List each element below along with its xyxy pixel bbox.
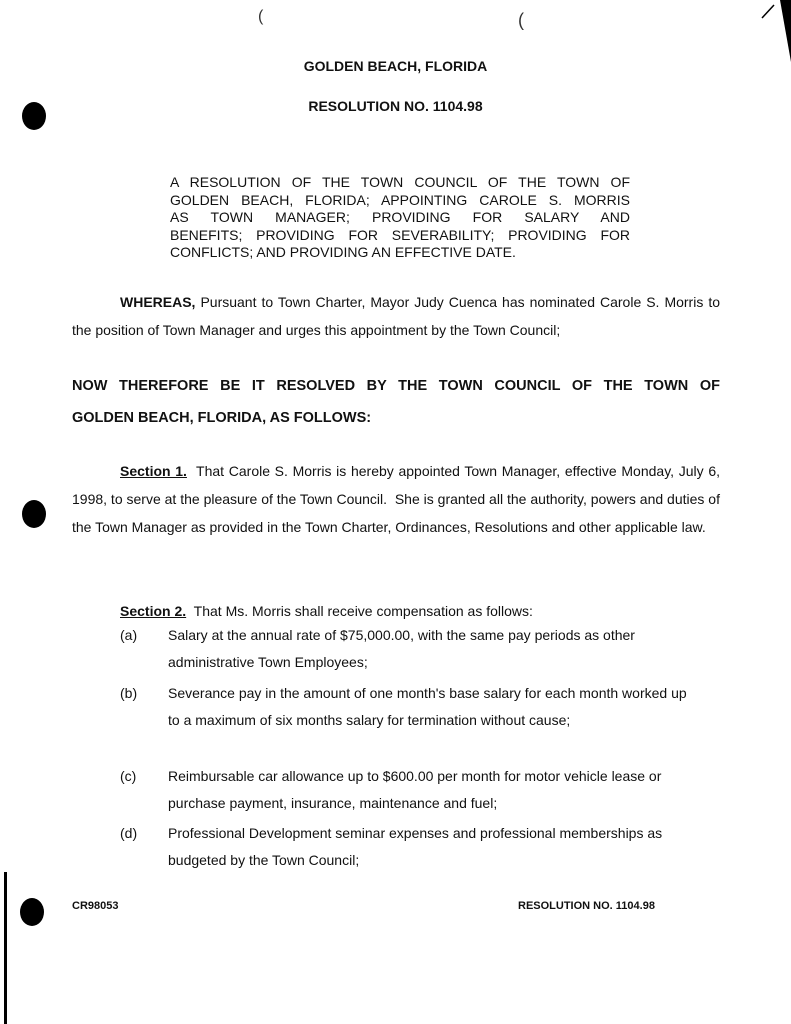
whereas-label: WHEREAS, (120, 294, 196, 310)
scan-edge-bar (4, 872, 7, 1024)
scan-speck: ( (518, 10, 524, 30)
list-marker: (a) (120, 627, 138, 643)
title-line: A RESOLUTION OF THE TOWN COUNCIL OF THE TOWN OF (170, 174, 630, 190)
title-line: BENEFITS; PROVIDING FOR SEVERABILITY; PROVIDING FOR (170, 226, 630, 243)
whereas-text: Pursuant to Town Charter, Mayor Judy Cuenca has nominated Carole S. Morris to the position of Town Manager and urges this appointment by the Town Council; (72, 294, 720, 338)
list-marker: (c) (120, 768, 137, 784)
list-text: Severance pay in the amount of one month's base salary for each month worked up to a maximum of six months salary for termination without cause; (168, 685, 687, 728)
resolution-title-block (170, 174, 630, 262)
resolution-number-heading: RESOLUTION NO. 1104.98 (308, 98, 483, 114)
list-marker: (b) (120, 685, 138, 701)
title-line: CONFLICTS; AND PROVIDING AN EFFECTIVE DATE. (170, 244, 516, 260)
resolved-line-1: NOW THEREFORE BE IT RESOLVED BY THE TOWN COUNCIL OF THE TOWN OF (72, 378, 720, 394)
list-text: Reimbursable car allowance up to $600.00 per month for motor vehicle lease or purchase payment, insurance, maintenance and fuel; (168, 768, 662, 811)
punch-hole-middle (22, 500, 46, 528)
list-item (120, 622, 680, 676)
section-1-text: That Carole S. Morris is hereby appointed Town Manager, effective Monday, July 6, 1998, to serve at the pleasure of the Town Council. She is granted all the authority, powers and duties of the Town Manager as provided in the Town Charter, Ordinances, Resolutions and other applicable law. (72, 463, 724, 535)
list-item (120, 820, 680, 874)
list-item (120, 763, 680, 817)
section-2-label: Section 2. (120, 603, 187, 619)
list-text: Professional Development seminar expenses and professional memberships as budgeted by the Town Council; (168, 825, 663, 868)
resolved-clause (72, 370, 720, 434)
section-2-intro (120, 598, 533, 625)
section-1 (72, 457, 724, 541)
punch-hole-bottom (20, 898, 44, 926)
town-heading: GOLDEN BEACH, FLORIDA (303, 58, 488, 74)
list-marker: (d) (120, 825, 138, 841)
list-text: Salary at the annual rate of $75,000.00, with the same pay periods as other administrative Town Employees; (168, 627, 635, 670)
scan-speck: ( (258, 8, 264, 25)
section-2-text: That Ms. Morris shall receive compensation as follows: (186, 603, 533, 619)
list-item (120, 680, 687, 761)
footer-resolution-number: RESOLUTION NO. 1104.98 (518, 900, 655, 912)
footer-code: CR98053 (72, 900, 119, 912)
whereas-clause (72, 288, 720, 344)
title-line: GOLDEN BEACH, FLORIDA; APPOINTING CAROLE S. MORRIS (170, 191, 630, 208)
resolved-line-2: GOLDEN BEACH, FLORIDA, AS FOLLOWS: (72, 410, 372, 426)
title-line: AS TOWN MANAGER; PROVIDING FOR SALARY AND (170, 209, 630, 225)
section-1-label: Section 1. (120, 463, 187, 479)
